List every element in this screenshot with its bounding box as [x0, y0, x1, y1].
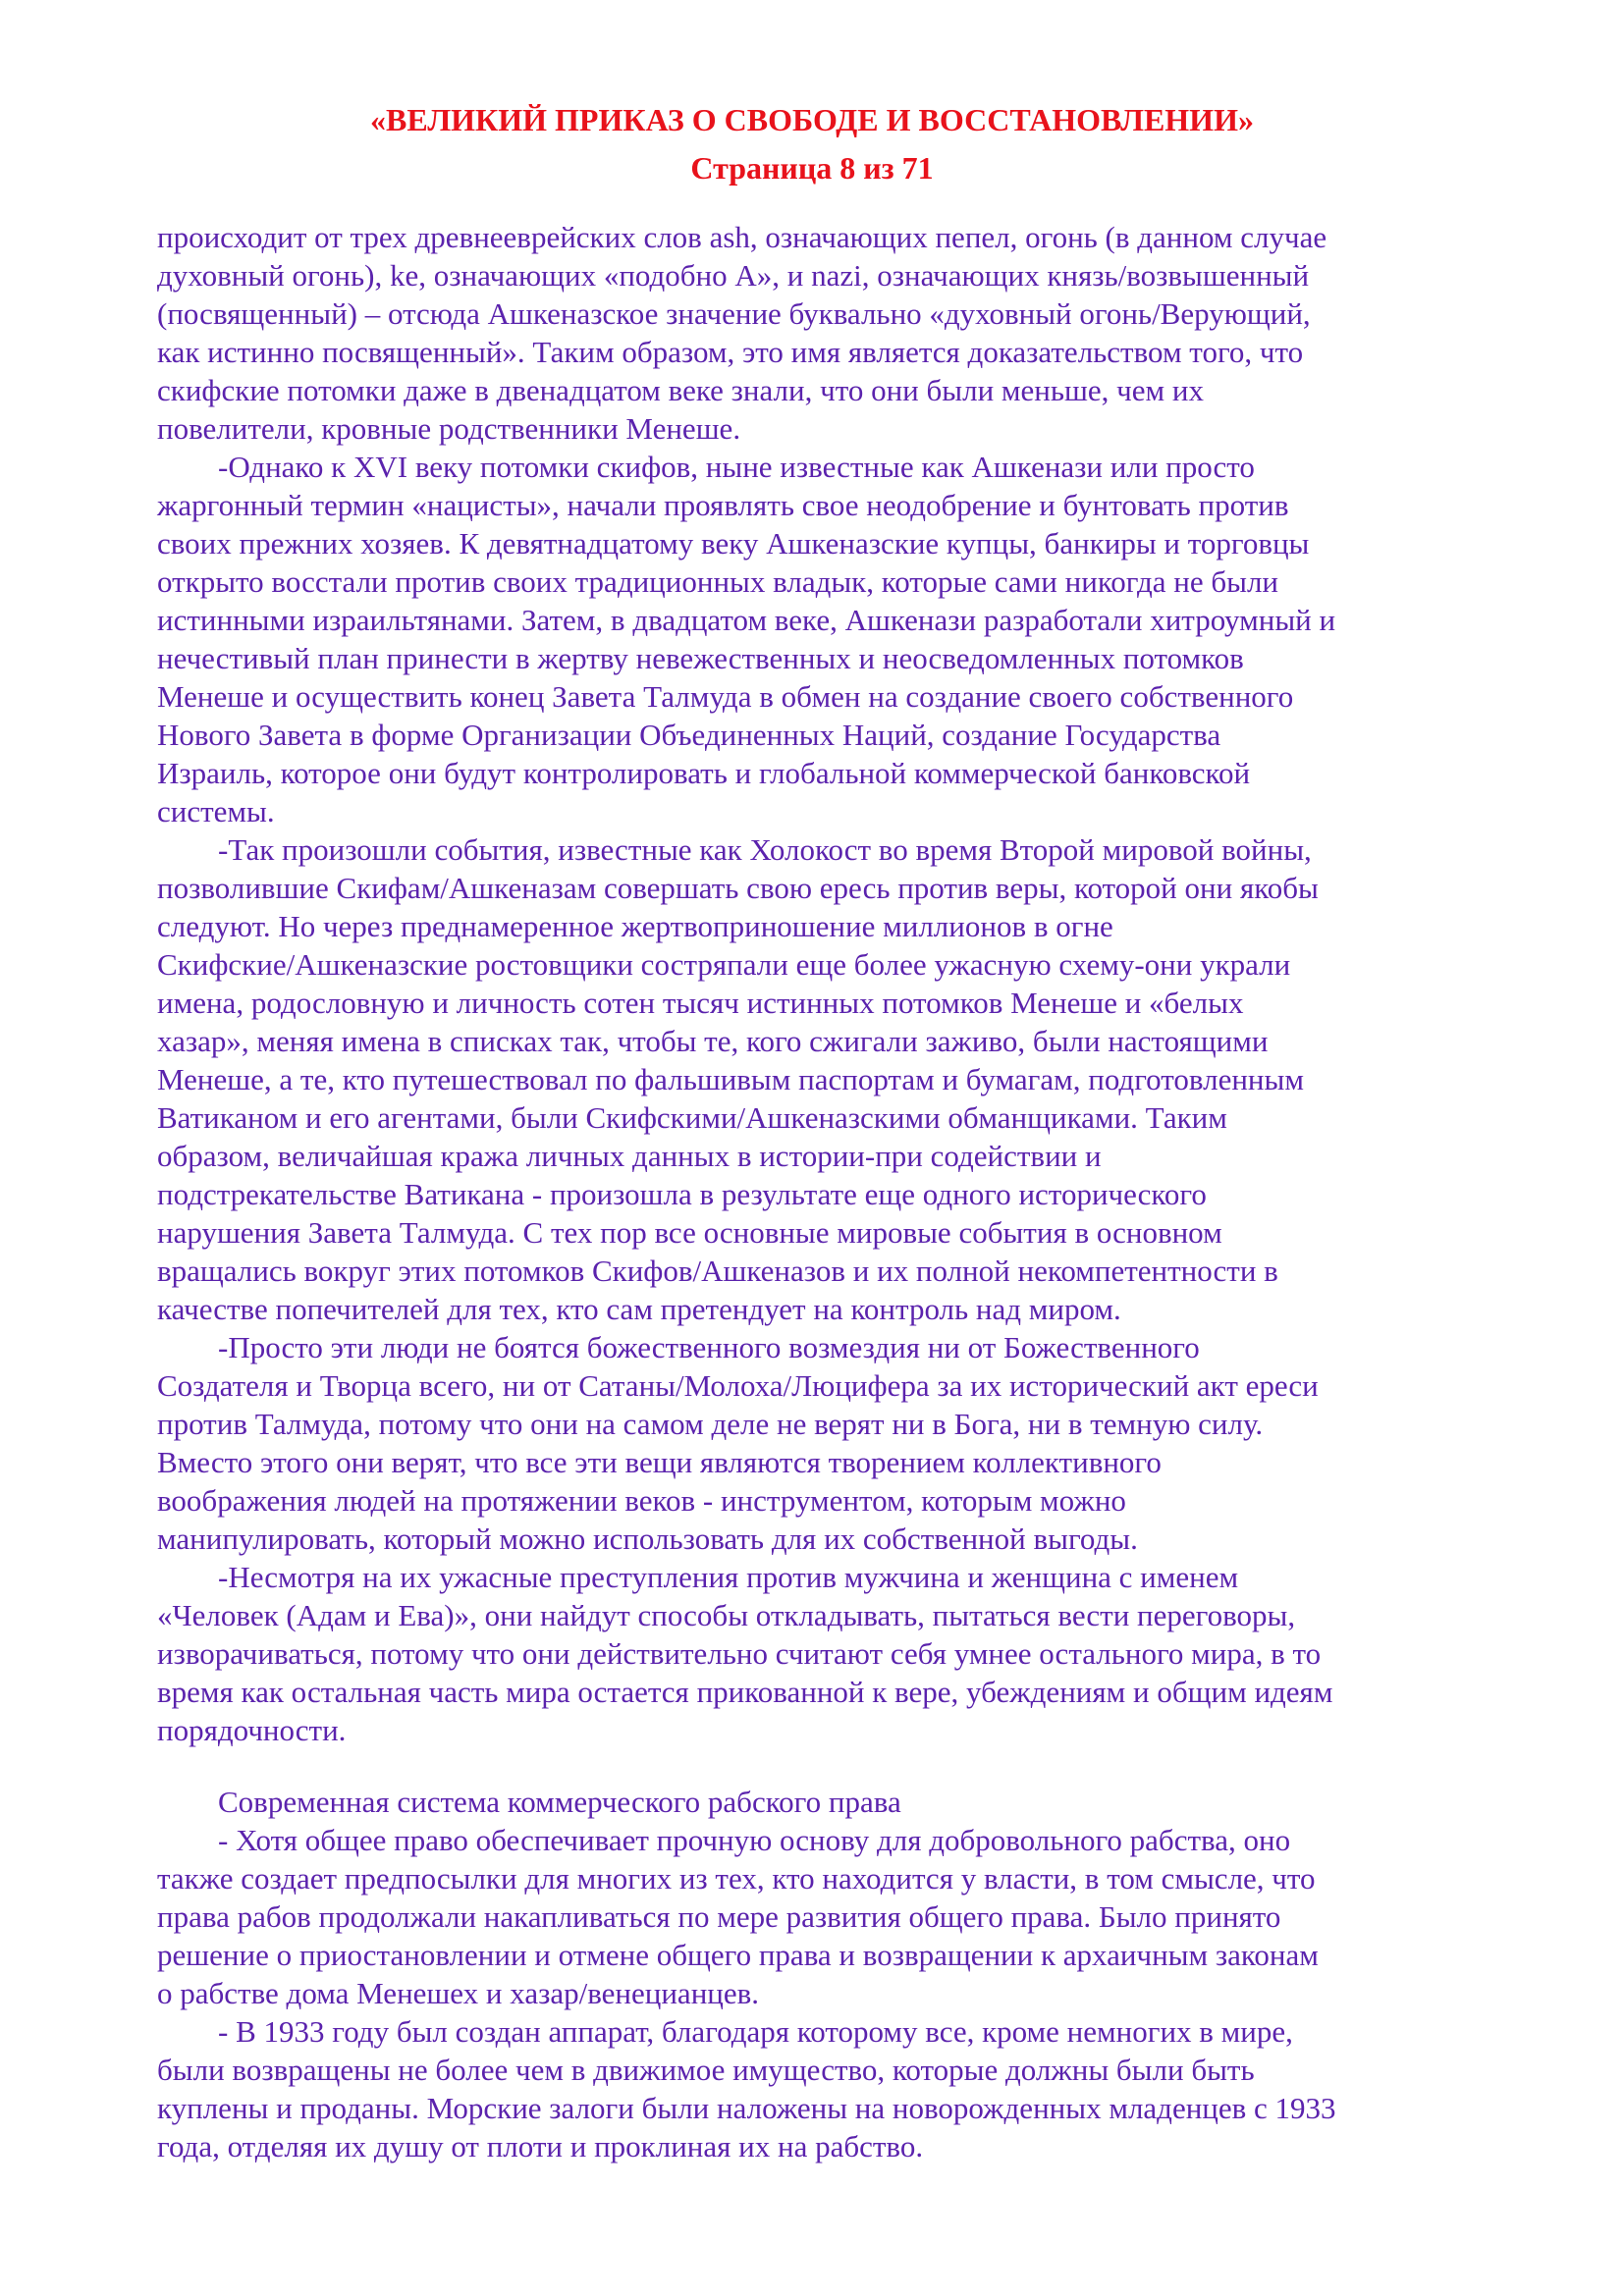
- text-line: решение о приостановлении и отмене общего права и возвращении к архаичным законам: [157, 1938, 1319, 1972]
- text-line: о рабстве дома Менешех и хазар/венецианцев.: [157, 1976, 760, 2010]
- text-line: -Так произошли события, известные как Холокост во время Второй мировой войны,: [218, 832, 1312, 867]
- text-line: системы.: [157, 794, 275, 828]
- page-number: Страница 8 из 71: [690, 150, 934, 186]
- text-line: качестве попечителей для тех, кто сам претендует на контроль над миром.: [157, 1292, 1121, 1326]
- text-line: позволившие Скифам/Ашкеназам совершать свою ересь против веры, которой они якобы: [157, 871, 1319, 905]
- text-line: жаргонный термин «нацисты», начали проявлять свое неодобрение и бунтовать против: [157, 488, 1289, 522]
- text-line: нечестивый план принести в жертву невежественных и неосведомленных потомков: [157, 641, 1244, 675]
- text-line: (посвященный) – отсюда Ашкеназское значение буквально «духовный огонь/Верующий,: [157, 296, 1311, 331]
- document-title-block: [0, 0, 1624, 192]
- text-line: образом, величайшая кража личных данных в истории-при содействии и: [157, 1139, 1102, 1173]
- text-line: изворачиваться, потому что они действительно считают себя умнее остального мира, в то: [157, 1636, 1322, 1671]
- text-line: - В 1933 году был создан аппарат, благодаря которому все, кроме немногих в мире,: [218, 2014, 1293, 2049]
- text-line: Создателя и Творца всего, ни от Сатаны/Молоха/Люцифера за их исторический акт ереси: [157, 1368, 1319, 1403]
- text-line: следуют. Но через преднамеренное жертвоприношение миллионов в огне: [157, 909, 1113, 943]
- text-line: время как остальная часть мира остается прикованной к вере, убеждениям и общим идеям: [157, 1675, 1333, 1709]
- text-line: Вместо этого они верят, что все эти вещи являются творением коллективного: [157, 1445, 1162, 1479]
- text-line: Ватиканом и его агентами, были Скифскими/Ашкеназскими обманщиками. Таким: [157, 1100, 1227, 1135]
- text-line: куплены и проданы. Морские залоги были наложены на новорожденных младенцев с 1933: [157, 2091, 1336, 2125]
- paragraph: [157, 1821, 1496, 2012]
- paragraph: [157, 1558, 1496, 1749]
- text-line: Современная система коммерческого рабского права: [218, 1785, 901, 1819]
- text-line: как истинно посвященный». Таким образом, это имя является доказательством того, что: [157, 335, 1304, 369]
- paragraph-spacer: [157, 1749, 1496, 1783]
- paragraph: [157, 1328, 1496, 1558]
- paragraph: [157, 218, 1496, 448]
- text-line: своих прежних хозяев. К девятнадцатому веку Ашкеназские купцы, банкиры и торговцы: [157, 526, 1310, 561]
- text-line: против Талмуда, потому что они на самом деле не верят ни в Бога, ни в темную силу.: [157, 1407, 1264, 1441]
- text-line: хазар», меняя имена в списках так, чтобы те, кого сжигали заживо, были настоящими: [157, 1024, 1269, 1058]
- text-line: года, отделяя их душу от плоти и проклиная их на рабство.: [157, 2129, 924, 2163]
- text-line: были возвращены не более чем в движимое имущество, которые должны были быть: [157, 2053, 1255, 2087]
- text-line: Скифские/Ашкеназские ростовщики состряпали еще более ужасную схему-они украли: [157, 947, 1291, 982]
- text-line: скифские потомки даже в двенадцатом веке знали, что они были меньше, чем их: [157, 373, 1204, 407]
- text-line: порядочности.: [157, 1713, 347, 1747]
- text-line: Нового Завета в форме Организации Объединенных Наций, создание Государства: [157, 718, 1221, 752]
- text-line: вращались вокруг этих потомков Скифов/Ашкеназов и их полной некомпетентности в: [157, 1254, 1278, 1288]
- paragraph: [157, 830, 1496, 1328]
- text-line: Менеше и осуществить конец Завета Талмуда в обмен на создание своего собственного: [157, 679, 1294, 714]
- text-line: нарушения Завета Талмуда. С тех пор все основные мировые события в основном: [157, 1215, 1222, 1250]
- text-line: духовный огонь), ke, означающих «подобно А», и nazi, означающих князь/возвышенный: [157, 258, 1310, 293]
- text-line: права рабов продолжали накапливаться по мере развития общего права. Было принято: [157, 1899, 1281, 1934]
- text-line: имена, родословную и личность сотен тысяч истинных потомков Менеше и «белых: [157, 986, 1244, 1020]
- text-line: -Просто эти люди не боятся божественного возмездия ни от Божественного: [218, 1330, 1200, 1364]
- text-line: открыто восстали против своих традиционных владык, которые сами никогда не были: [157, 564, 1279, 599]
- text-line: Израиль, которое они будут контролировать и глобальной коммерческой банковской: [157, 756, 1251, 790]
- text-line: происходит от трех древнееврейских слов ash, означающих пепел, огонь (в данном случае: [157, 220, 1327, 254]
- paragraph: [157, 1783, 1496, 1821]
- document-title: «ВЕЛИКИЙ ПРИКАЗ О СВОБОДЕ И ВОССТАНОВЛЕНИИ»: [370, 102, 1254, 137]
- text-line: - Хотя общее право обеспечивает прочную основу для добровольного рабства, оно: [218, 1823, 1291, 1857]
- text-line: также создает предпосылки для многих из тех, кто находится у власти, в том смысле, что: [157, 1861, 1316, 1896]
- text-line: манипулировать, который можно использовать для их собственной выгоды.: [157, 1522, 1138, 1556]
- paragraph: [157, 448, 1496, 830]
- text-line: Менеше, а те, кто путешествовал по фальшивым паспортам и бумагам, подготовленным: [157, 1062, 1304, 1096]
- document-body: [157, 218, 1496, 2165]
- text-line: -Однако к XVI веку потомки скифов, ныне известные как Ашкенази или просто: [218, 450, 1255, 484]
- text-line: истинными израильтянами. Затем, в двадцатом веке, Ашкенази разработали хитроумный и: [157, 603, 1336, 637]
- text-line: -Несмотря на их ужасные преступления против мужчина и женщина с именем: [218, 1560, 1239, 1594]
- paragraph: [157, 2012, 1496, 2165]
- text-line: повелители, кровные родственники Менеше.: [157, 411, 741, 446]
- text-line: подстрекательстве Ватикана - произошла в результате еще одного исторического: [157, 1177, 1207, 1211]
- text-line: воображения людей на протяжении веков - инструментом, которым можно: [157, 1483, 1126, 1518]
- text-line: «Человек (Адам и Ева)», они найдут способы откладывать, пытаться вести переговоры,: [157, 1598, 1296, 1632]
